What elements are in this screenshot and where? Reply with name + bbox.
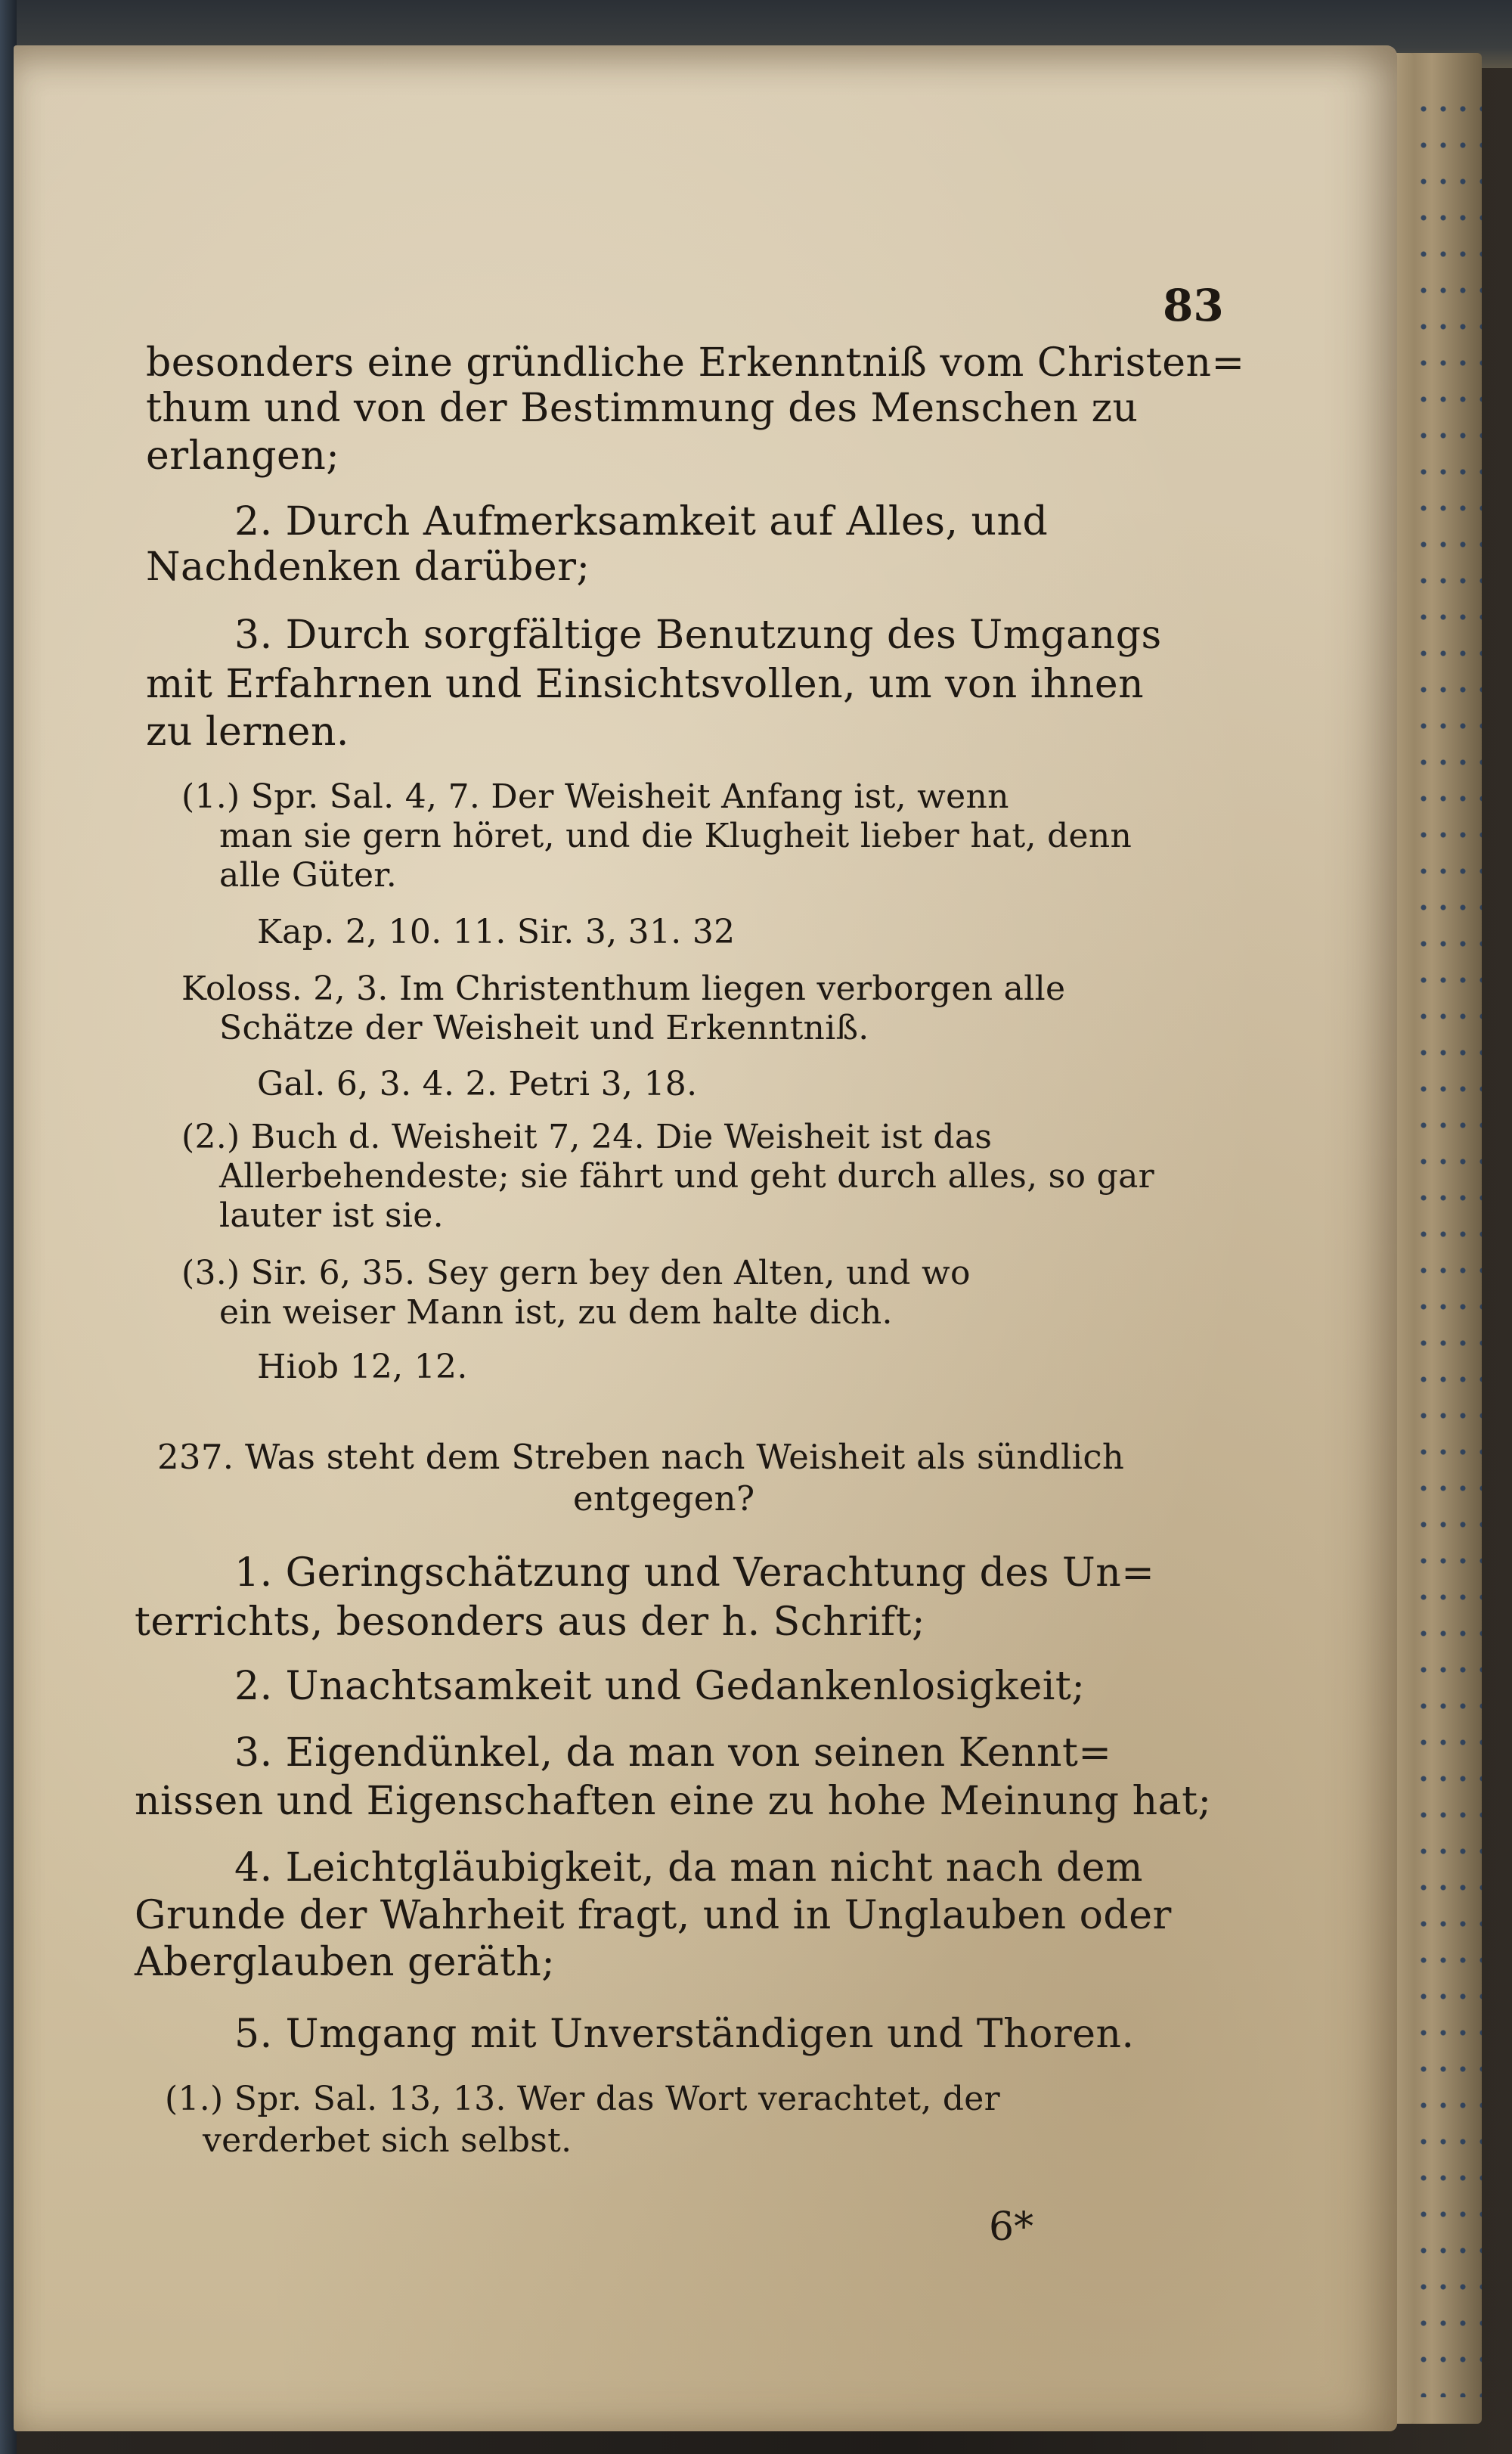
citation-line: man sie gern höret, und die Klugheit lieber hat, denn (219, 817, 1132, 855)
citation-line: Hiob 12, 12. (257, 1348, 468, 1386)
signature-mark: 6* (989, 2204, 1034, 2250)
body-line: besonders eine gründliche Erkenntniß vom Christen= (146, 340, 1245, 386)
citation-line: Allerbehendeste; sie fährt und geht durch alles, so gar (219, 1157, 1154, 1196)
body-line: Aberglauben geräth; (135, 1940, 556, 1985)
question-heading-continued: entgegen? (573, 1478, 755, 1519)
citation-line: (1.) Spr. Sal. 13, 13. Wer das Wort verachtet, der (165, 2080, 1000, 2118)
page-number: 83 (1163, 280, 1224, 331)
book-page (14, 45, 1397, 2431)
citation-line: alle Güter. (219, 856, 398, 895)
body-line: 4. Leichtgläubigkeit, da man nicht nach dem (234, 1845, 1143, 1891)
citation-line: Schätze der Weisheit und Erkenntniß. (219, 1009, 869, 1047)
body-line: zu lernen. (146, 709, 349, 755)
body-line: 5. Umgang mit Unverständigen und Thoren. (234, 2012, 1135, 2057)
body-line: 3. Durch sorgfältige Benutzung des Umgangs (234, 613, 1162, 658)
citation-line: verderbet sich selbst. (203, 2121, 572, 2160)
page-edge-pattern (1414, 91, 1482, 2397)
body-line: 1. Geringschätzung und Verachtung des Un= (234, 1550, 1155, 1596)
body-line: Nachdenken darüber; (146, 544, 590, 590)
citation-line: Kap. 2, 10. 11. Sir. 3, 31. 32 (257, 913, 736, 951)
body-line: terrichts, besonders aus der h. Schrift; (135, 1599, 926, 1645)
citation-line: (1.) Spr. Sal. 4, 7. Der Weisheit Anfang ist, wenn (181, 777, 1009, 816)
citation-line: (3.) Sir. 6, 35. Sey gern bey den Alten, und wo (181, 1254, 971, 1292)
citation-line: Gal. 6, 3. 4. 2. Petri 3, 18. (257, 1065, 698, 1103)
body-line: thum und von der Bestimmung des Menschen zu (146, 386, 1139, 431)
body-line: 2. Durch Aufmerksamkeit auf Alles, und (234, 499, 1049, 544)
body-line: mit Erfahrnen und Einsichtsvollen, um von ihnen (146, 662, 1145, 707)
body-line: Grunde der Wahrheit fragt, und in Unglauben oder (135, 1893, 1172, 1938)
citation-line: ein weiser Mann ist, zu dem halte dich. (219, 1293, 893, 1332)
citation-line: Koloss. 2, 3. Im Christenthum liegen verborgen alle (181, 970, 1066, 1008)
citation-line: (2.) Buch d. Weisheit 7, 24. Die Weisheit ist das (181, 1118, 993, 1156)
body-line: erlangen; (146, 433, 340, 479)
citation-line: lauter ist sie. (219, 1196, 444, 1235)
question-heading: 237. Was steht dem Streben nach Weisheit als sündlich (157, 1437, 1125, 1477)
body-line: 2. Unachtsamkeit und Gedankenlosigkeit; (234, 1664, 1086, 1709)
body-line: nissen und Eigenschaften eine zu hohe Meinung hat; (135, 1779, 1212, 1824)
body-line: 3. Eigendünkel, da man von seinen Kennt= (234, 1730, 1112, 1776)
